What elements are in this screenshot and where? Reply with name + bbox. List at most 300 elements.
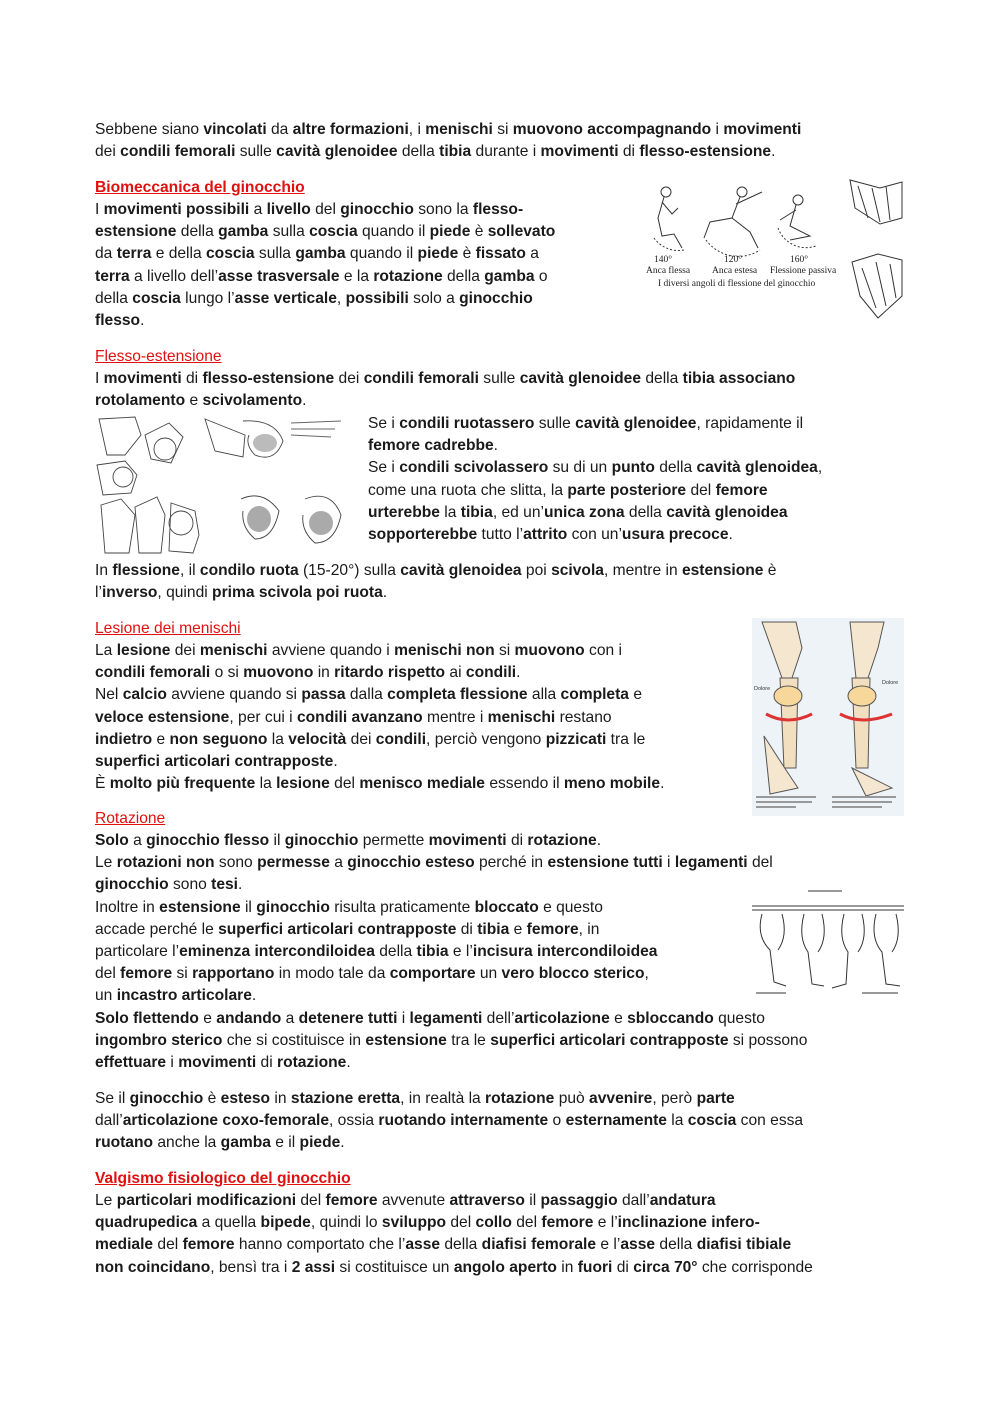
- bold-term: lesione: [276, 775, 330, 793]
- text-run: mentre i: [422, 708, 488, 726]
- text-run: dei: [170, 642, 200, 659]
- bold-term: piede: [417, 245, 459, 263]
- bold-term: superfici articolari contrapposte: [218, 920, 457, 938]
- text-run: è: [458, 245, 476, 263]
- text-run: con essa: [736, 1112, 804, 1130]
- bold-term: asse: [405, 1236, 441, 1254]
- bold-term: estensione: [159, 898, 241, 916]
- text-run: Le: [95, 1192, 117, 1209]
- bold-term: ginocchio: [459, 289, 533, 307]
- text-run: avvenute: [377, 1192, 450, 1209]
- bold-term: incisura intercondiloidea: [472, 943, 658, 961]
- bold-term: asse: [620, 1236, 656, 1254]
- text-run: Sebbene siano: [95, 121, 204, 138]
- text-run: I: [95, 201, 104, 218]
- text-run: della: [624, 503, 667, 521]
- text-run: a livello dell’: [129, 267, 219, 285]
- bold-term: menischi non: [394, 642, 495, 659]
- text-run: .: [238, 876, 243, 894]
- bold-term: calcio: [122, 686, 167, 704]
- text-run: sono: [214, 854, 258, 872]
- bold-term: femore: [541, 1214, 594, 1232]
- bold-term: non seguono: [169, 730, 268, 748]
- text-run: dall’: [95, 1112, 123, 1130]
- text-run: si: [492, 121, 513, 138]
- text-line: [95, 830, 807, 852]
- text-run: della: [655, 1236, 697, 1254]
- bold-term: piede: [299, 1134, 341, 1152]
- bold-term: bipede: [260, 1214, 311, 1232]
- bold-term: effettuare: [95, 1054, 167, 1072]
- bold-term: estensione: [681, 562, 764, 579]
- bold-term: femore: [715, 481, 768, 499]
- text-run: questo: [713, 1009, 765, 1027]
- bold-term: condili: [465, 664, 517, 682]
- bold-term: cavità glenoidea: [666, 503, 788, 521]
- text-run: a quella: [197, 1214, 261, 1232]
- bold-term: menischi: [487, 708, 556, 726]
- text-run: della: [397, 143, 440, 161]
- bold-term: parte posteriore: [567, 481, 687, 499]
- rotation-figure: [752, 886, 904, 998]
- bold-term: esternamente: [565, 1112, 667, 1130]
- bold-term: condili femorali: [120, 143, 236, 161]
- text-run: e la: [339, 267, 374, 285]
- ruotassero-paragraph: [368, 413, 822, 546]
- bold-term: coscia: [132, 289, 181, 307]
- text-line: [368, 480, 822, 502]
- text-run: da: [95, 245, 117, 263]
- text-run: in: [270, 1090, 291, 1107]
- text-run: e della: [151, 245, 206, 263]
- text-line: [95, 310, 555, 332]
- stazione-eretta-paragraph: [95, 1088, 803, 1155]
- text-line: [95, 852, 807, 874]
- text-run: di: [181, 370, 203, 387]
- bold-term: estensione: [365, 1031, 447, 1049]
- bold-term: andatura: [649, 1192, 716, 1209]
- text-run: il: [269, 832, 285, 849]
- text-run: , il: [179, 562, 200, 579]
- text-run: , per cui i: [229, 708, 297, 726]
- text-run: ,: [336, 289, 346, 307]
- text-run: di: [456, 920, 478, 938]
- bold-term: tesi: [211, 876, 238, 894]
- text-run: o: [534, 267, 548, 285]
- rotazione-paragraph: [95, 830, 807, 1074]
- bold-term: condili: [375, 730, 427, 748]
- bold-term: passaggio: [540, 1192, 618, 1209]
- text-run: si: [172, 965, 193, 983]
- text-run: a: [128, 832, 147, 849]
- text-run: e: [198, 1009, 217, 1027]
- bold-term: superfici articolari contrapposte: [490, 1031, 729, 1049]
- bold-term: estensione tutti: [547, 854, 663, 872]
- bold-term: usura precoce: [621, 526, 729, 544]
- text-run: tutto l’: [477, 526, 524, 544]
- bold-term: Solo flettendo: [95, 1009, 199, 1027]
- bold-term: lesione: [116, 642, 171, 659]
- bold-term: urterebbe: [368, 503, 440, 521]
- bold-term: coscia: [309, 223, 358, 241]
- bold-term: flesso-: [472, 201, 524, 218]
- bold-term: sopporterebbe: [368, 526, 478, 544]
- bold-term: ginocchio: [95, 876, 169, 894]
- bold-term: diafisi femorale: [481, 1236, 597, 1254]
- bold-term: ruotando internamente: [378, 1112, 549, 1130]
- text-run: dei: [334, 370, 364, 387]
- bold-term: condili femorali: [95, 664, 211, 682]
- bold-term: fuori: [577, 1258, 613, 1276]
- bold-term: legamenti: [409, 1009, 483, 1027]
- bold-term: condilo ruota: [199, 562, 299, 579]
- bold-term: gamba: [220, 1134, 271, 1152]
- text-line: [368, 502, 822, 524]
- text-line: [95, 662, 664, 684]
- bold-term: tibia: [416, 943, 449, 961]
- bold-term: femore cadrebbe: [368, 437, 494, 455]
- bold-term: altre formazioni: [292, 121, 409, 138]
- text-line: [95, 582, 776, 604]
- text-line: [95, 897, 807, 919]
- text-run: della: [442, 267, 485, 285]
- bold-term: condili ruotassero: [399, 415, 535, 432]
- text-run: , in realtà la: [400, 1090, 486, 1107]
- text-run: si possono: [728, 1031, 808, 1049]
- text-run: i: [397, 1009, 410, 1027]
- heading-lesione-menischi: Lesione dei menischi: [95, 620, 241, 637]
- text-run: lungo l’: [180, 289, 235, 307]
- text-run: con un’: [567, 526, 622, 544]
- bold-term: vincolati: [203, 121, 267, 138]
- bold-term: cavità glenoidee: [519, 370, 642, 387]
- bold-term: cavità glenoidee: [575, 415, 697, 432]
- text-run: i: [662, 854, 675, 872]
- text-run: , quindi lo: [310, 1214, 382, 1232]
- bold-term: sollevato: [487, 223, 556, 241]
- bold-term: muovono: [243, 664, 314, 682]
- text-run: che corrisponde: [697, 1258, 813, 1276]
- text-run: ,: [817, 459, 823, 477]
- text-run: di: [618, 143, 640, 161]
- bold-term: tibia: [477, 920, 510, 938]
- text-line: [95, 751, 664, 773]
- text-run: dall’: [617, 1192, 650, 1209]
- text-run: Nel: [95, 686, 123, 704]
- text-run: della: [654, 459, 697, 477]
- text-line: [95, 963, 807, 985]
- bold-term: ruotano: [95, 1134, 154, 1152]
- text-run: restano: [555, 708, 612, 726]
- biomeccanica-paragraph: [95, 199, 555, 332]
- bold-term: permesse: [257, 854, 330, 872]
- text-run: , perciò vengono: [426, 730, 546, 748]
- text-run: .: [728, 526, 733, 544]
- text-run: della: [641, 370, 683, 387]
- text-run: da: [266, 121, 293, 138]
- bold-term: circa 70°: [633, 1258, 698, 1276]
- text-run: Le: [95, 854, 117, 872]
- bold-term: ginocchio esteso: [347, 854, 475, 872]
- bold-term: flesso: [95, 312, 141, 330]
- bold-term: non coincidano: [95, 1258, 211, 1276]
- bold-term: coscia: [687, 1112, 737, 1130]
- text-line: [95, 221, 555, 243]
- bold-term: rotazione: [485, 1090, 555, 1107]
- bold-term: indietro: [95, 730, 153, 748]
- text-run: tra le: [446, 1031, 491, 1049]
- text-line: [95, 1190, 813, 1212]
- text-run: la: [439, 503, 461, 521]
- bold-term: flesso-estensione: [639, 143, 772, 161]
- text-line: [95, 266, 555, 288]
- text-run: a: [525, 245, 539, 263]
- text-run: del: [310, 201, 341, 218]
- text-run: del: [153, 1236, 183, 1254]
- text-run: la: [267, 730, 289, 748]
- bold-term: detenere tutti: [298, 1009, 398, 1027]
- text-line: [95, 684, 664, 706]
- text-run: .: [302, 392, 307, 410]
- angle-label: 140°: [654, 255, 673, 265]
- text-run: .: [493, 437, 499, 455]
- text-run: I: [95, 370, 104, 387]
- text-line: [95, 985, 807, 1007]
- bold-term: condili scivolassero: [399, 459, 549, 477]
- bold-term: femore: [182, 1236, 235, 1254]
- bold-term: tibia: [460, 503, 493, 521]
- bold-term: tibia: [439, 143, 472, 161]
- text-line: [95, 560, 776, 582]
- text-line: [95, 1052, 807, 1074]
- bold-term: inverso: [101, 584, 158, 602]
- text-run: dalla: [345, 686, 388, 704]
- text-run: Inoltre in: [95, 898, 160, 916]
- text-run: accade perché le: [95, 920, 219, 938]
- bold-term: meno mobile: [563, 775, 661, 793]
- text-run: del: [329, 775, 360, 793]
- text-run: Se il: [95, 1090, 130, 1107]
- text-run: di: [506, 832, 528, 849]
- bold-term: esteso: [220, 1090, 271, 1107]
- bold-term: mediale: [95, 1236, 154, 1254]
- text-run: e: [185, 392, 203, 410]
- text-run: di: [256, 1054, 277, 1072]
- bold-term: movimenti: [178, 1054, 257, 1072]
- text-run: sulle: [478, 370, 520, 387]
- text-line: [368, 413, 822, 435]
- text-line: [95, 1088, 803, 1110]
- text-run: .: [340, 1134, 345, 1152]
- text-line: [95, 941, 807, 963]
- text-run: sono la: [413, 201, 473, 218]
- bold-term: menischi: [199, 642, 268, 659]
- text-run: sulla: [268, 223, 310, 241]
- bold-term: incastro articolare: [116, 987, 252, 1005]
- bold-term: stazione eretta: [290, 1090, 401, 1107]
- text-run: il: [524, 1192, 541, 1209]
- bold-term: rotazioni non: [116, 854, 215, 872]
- text-run: poi: [521, 562, 552, 579]
- bold-term: gamba: [484, 267, 535, 285]
- bold-term: vero blocco sterico: [501, 965, 645, 983]
- bold-term: fissato: [475, 245, 526, 263]
- bold-term: movimenti: [540, 143, 619, 161]
- bold-term: quadrupedica: [95, 1214, 198, 1232]
- text-run: .: [333, 753, 338, 771]
- bold-term: movimenti possibili: [103, 201, 250, 218]
- meniscus-injury-figure: [752, 618, 904, 816]
- bold-term: gamba: [295, 245, 346, 263]
- bold-term: tibia associano: [682, 370, 796, 387]
- bold-term: menischi: [425, 121, 493, 138]
- bold-term: attrito: [523, 526, 568, 544]
- bold-term: coscia: [206, 245, 255, 263]
- bold-term: flessione: [112, 562, 180, 579]
- bold-term: muovono accompagnando: [512, 121, 712, 138]
- text-run: del: [511, 1214, 542, 1232]
- text-line: [368, 524, 822, 546]
- text-run: .: [382, 584, 388, 602]
- text-run: e l’: [448, 943, 473, 961]
- bold-term: cavità glenoidea: [400, 562, 522, 579]
- text-run: ,: [644, 965, 649, 983]
- bold-term: andando: [216, 1009, 282, 1027]
- bold-term: inclinazione infero-: [617, 1214, 760, 1232]
- text-run: È: [95, 775, 110, 793]
- text-run: è: [203, 1090, 221, 1107]
- text-run: , però: [652, 1090, 697, 1107]
- bold-term: ginocchio: [256, 898, 330, 916]
- text-run: del: [296, 1192, 326, 1209]
- text-run: .: [516, 664, 521, 682]
- heading-rotazione: Rotazione: [95, 810, 166, 827]
- valgismo-paragraph: [95, 1190, 813, 1279]
- text-run: un: [95, 987, 117, 1005]
- bold-term: molto più frequente: [109, 775, 256, 793]
- text-run: o: [548, 1112, 566, 1130]
- bold-term: eminenza intercondiloidea: [179, 943, 375, 961]
- text-run: che si costituisce in: [222, 1031, 366, 1049]
- text-run: e: [509, 920, 527, 938]
- bold-term: sbloccando: [627, 1009, 714, 1027]
- bold-term: diafisi tibiale: [696, 1236, 792, 1254]
- bold-term: ginocchio flesso: [146, 832, 270, 849]
- text-run: solo a: [408, 289, 460, 307]
- bold-term: completa: [560, 686, 629, 704]
- bold-term: rapportano: [192, 965, 275, 983]
- bold-term: 2 assi: [291, 1258, 336, 1276]
- bold-term: veloce estensione: [95, 708, 230, 726]
- text-run: del: [446, 1214, 476, 1232]
- flessione-paragraph: [95, 560, 776, 604]
- text-run: e: [152, 730, 170, 748]
- text-line: [95, 1008, 807, 1030]
- pain-label-right: Dolore: [882, 680, 899, 686]
- intro-paragraph: [95, 119, 801, 163]
- bold-term: piede: [429, 223, 471, 241]
- text-run: risulta praticamente: [329, 898, 475, 916]
- text-run: , mentre in: [603, 562, 682, 579]
- text-run: della: [176, 223, 219, 241]
- text-run: .: [140, 312, 145, 330]
- text-run: del: [686, 481, 716, 499]
- text-run: si: [494, 642, 515, 659]
- text-run: perché in: [474, 854, 548, 872]
- text-run: Se i: [368, 415, 400, 432]
- bold-term: femore: [526, 920, 579, 938]
- heading-valgismo: Valgismo fisiologico del ginocchio: [95, 1170, 351, 1187]
- bold-term: ginocchio: [284, 832, 359, 849]
- bold-term: scivola: [551, 562, 604, 579]
- text-line: [95, 874, 807, 896]
- bold-term: movimenti: [723, 121, 802, 138]
- text-run: essendo il: [484, 775, 564, 793]
- bold-term: pizzicati: [545, 730, 607, 748]
- text-run: , rapidamente il: [696, 415, 804, 432]
- text-run: ai: [445, 664, 466, 682]
- text-run: dei: [95, 143, 121, 161]
- bold-term: prima scivola poi ruota: [212, 584, 383, 602]
- bold-term: asse trasversale: [218, 267, 340, 285]
- text-line: [95, 729, 664, 751]
- text-line: [95, 119, 801, 141]
- text-run: .: [771, 143, 776, 161]
- bold-term: estensione: [95, 223, 177, 241]
- pain-label-left: Dolore: [754, 686, 771, 692]
- text-run: alla: [527, 686, 561, 704]
- bold-term: rotolamento: [95, 392, 186, 410]
- bold-term: punto: [611, 459, 655, 477]
- bold-term: muovono: [514, 642, 585, 659]
- text-run: , ossia: [329, 1112, 379, 1130]
- bold-term: completa flessione: [387, 686, 528, 704]
- text-run: durante i: [471, 143, 541, 161]
- bold-term: particolari modificazioni: [116, 1192, 297, 1209]
- text-run: l’: [95, 584, 102, 602]
- text-line: [95, 288, 555, 310]
- text-run: in: [313, 664, 335, 682]
- text-run: la: [666, 1112, 688, 1130]
- text-run: a: [281, 1009, 299, 1027]
- figure-label: Flessione passiva: [770, 266, 837, 276]
- text-run: il: [240, 898, 257, 916]
- bold-term: unica zona: [543, 503, 625, 521]
- bold-term: menisco mediale: [359, 775, 485, 793]
- text-line: [95, 141, 801, 163]
- text-line: [95, 243, 555, 265]
- bold-term: scivolamento: [202, 392, 303, 410]
- text-run: tra le: [606, 730, 646, 748]
- bold-term: movimenti: [103, 370, 182, 387]
- lesione-paragraph: [95, 640, 664, 795]
- heading-biomeccanica: Biomeccanica del ginocchio: [95, 179, 305, 196]
- bold-term: movimenti: [428, 832, 507, 849]
- text-run: della: [374, 943, 417, 961]
- angle-label: 160°: [790, 255, 809, 265]
- text-run: anche la: [153, 1134, 221, 1152]
- angle-label: 120°: [724, 255, 743, 265]
- text-run: In: [95, 562, 113, 579]
- bold-term: rotazione: [527, 832, 597, 849]
- text-run: i: [166, 1054, 179, 1072]
- text-run: della: [440, 1236, 482, 1254]
- text-run: , bensì tra i: [210, 1258, 292, 1276]
- bold-term: Solo: [95, 832, 129, 849]
- bold-term: comportare: [389, 965, 476, 983]
- text-line: [95, 390, 795, 412]
- text-run: sono: [168, 876, 212, 894]
